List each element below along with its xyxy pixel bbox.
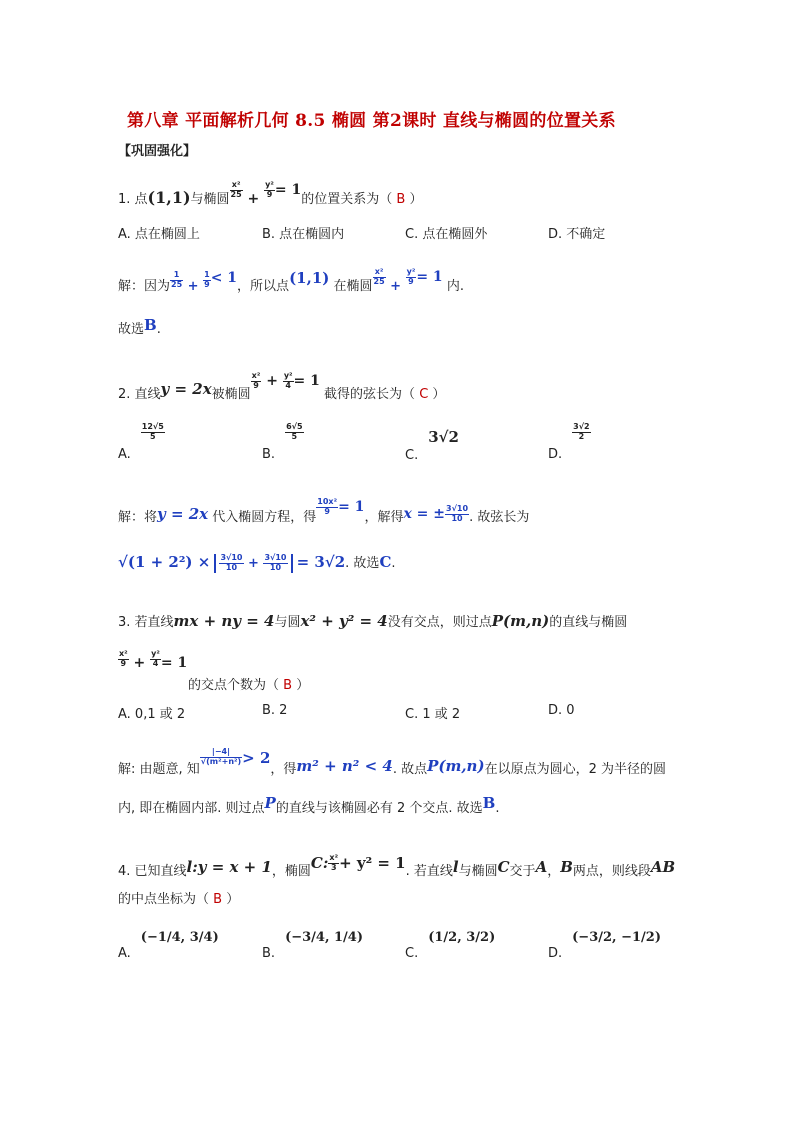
section-heading: 【巩固强化】 (118, 144, 197, 159)
q1-sol-frac1: $\frac{1}{25}$ (171, 270, 183, 289)
q2-sol-line: y = 2x (157, 505, 209, 523)
q4-line2: 的中点坐标为（ B ） (118, 892, 240, 907)
q4-option-c: C.(1/2, 3/2) (405, 930, 496, 961)
q1-frac-y: $\frac{\text{y²}}{9}$ (265, 180, 274, 199)
q3-sol-ineq2: m² + n² < 4 (296, 757, 393, 775)
q2-solution: 解：将y = 2x 代入椭圆方程，得 $\frac{\text{10x²}}{9}$ = 1，解得x = ± $\frac{3√10}{10}$ . 故弦长为 (118, 497, 530, 525)
question-4: 4. 已知直线l:y = x + 1，椭圆C: $\frac{\text{x²}}{3}$ + y² = 1. 若直线l与椭圆C交于A，B两点，则线段AB (118, 853, 676, 879)
q3-line2: $\frac{\text{x²}}{9}$ + $\frac{\text{y²}}{4}$ = 1 (119, 649, 188, 671)
q2-line: y = 2x (160, 380, 212, 398)
q3-solution: 解: 由题意, 知 $\frac{|-4|}{\text{√(m²+n²)}}$ > 2，得m² + n² < 4. 故点P(m,n)在以原点为圆心，2 为半径的圆 (118, 747, 666, 777)
q3-option-d: D. 0 (548, 703, 575, 718)
q1-sol-ineq: < 1 (210, 270, 238, 286)
q2-option-a: A. $\frac{12√5}{5}$ (118, 422, 164, 462)
q3-line: mx + ny = 4 (173, 612, 275, 630)
q1-sol-ell-tail: = 1 (416, 269, 443, 285)
q1-prefix: 1. 点 (118, 192, 148, 207)
q1-sol-a: 解：因为 (118, 279, 171, 294)
q1-close: ） (409, 192, 423, 207)
q3-sol-point: P(m,n) (427, 757, 485, 775)
q3-circle: x² + y² = 4 (300, 612, 388, 630)
q1-mid: 与椭圆 (190, 192, 230, 207)
q1-sol-point: (1,1) (289, 269, 330, 287)
q2-calc: √(1 + 2²) × $\frac{3√10}{10}$ + $\frac{3√10}{10}$ = 3√2. 故选C. (118, 553, 396, 572)
page-title: 第八章 平面解析几何 8.5 椭圆 第2课时 直线与椭圆的位置关系 (127, 111, 616, 131)
q3-sol-frac: $\frac{|-4|}{\text{√(m²+n²)}}$ (200, 747, 242, 766)
q1-sol-b: ，所以点 (237, 279, 290, 294)
q4-option-a: A.(−1/4, 3/4) (118, 930, 219, 961)
q4-option-b: B.(−3/4, 1/4) (262, 930, 363, 961)
q3-frac-x: $\frac{\text{x²}}{9}$ (119, 649, 128, 668)
q2-answer: C (419, 387, 429, 402)
q3-answer: B (283, 678, 293, 693)
q3-question: 的交点个数为（ B ） (188, 678, 310, 693)
q2-concl-answer: C (379, 553, 392, 571)
q1-conclusion: 故选B. (118, 316, 161, 337)
q1-option-d: D. 不确定 (548, 227, 606, 242)
q3-option-b: B. 2 (262, 703, 288, 718)
q4-option-d: D.(−3/2, −1/2) (548, 930, 661, 961)
q3-option-a: A. 0,1 或 2 (118, 707, 186, 722)
question-3: 3. 若直线mx + ny = 4与圆x² + y² = 4没有交点，则过点P(m,n)的直线与椭圆 (118, 612, 628, 630)
q2-sol-x-frac: $\frac{3√10}{10}$ (446, 504, 469, 523)
q1-option-c: C. 点在椭圆外 (405, 227, 488, 242)
q4-frac-x: $\frac{\text{x²}}{3}$ (329, 853, 339, 872)
q2-option-d: D. $\frac{3√2}{2}$ (548, 422, 590, 462)
q1-solution: 解：因为 $\frac{1}{25}$ + $\frac{1}{9}$ < 1，所以点(1,1) 在椭圆 $\frac{\text{x²}}{25}$ + $\frac{\text{y²}}{9}$ = 1 内. (118, 267, 464, 294)
q1-sol-ell-y: $\frac{\text{y²}}{9}$ (406, 267, 416, 286)
q1-answer: B (396, 192, 406, 207)
q1-sol-d: 内. (446, 279, 464, 294)
q1-sol-frac2: $\frac{1}{9}$ (204, 270, 210, 289)
q1-concl-answer: B (144, 316, 157, 334)
q3-point: P(m,n) (491, 612, 550, 630)
q3-frac-y: $\frac{\text{y²}}{4}$ (151, 649, 160, 668)
q1-suffix: 的位置关系为（ (301, 192, 393, 207)
q3-option-c: C. 1 或 2 (405, 707, 461, 722)
q1-eq-tail: = 1 (274, 182, 302, 198)
q4-answer: B (213, 892, 223, 907)
q1-point: (1,1) (147, 188, 191, 207)
q3-solution-2: 内, 即在椭圆内部. 则过点P的直线与该椭圆必有 2 个交点. 故选B. (118, 794, 500, 816)
q1-option-b: B. 点在椭圆内 (262, 227, 345, 242)
q3-concl-answer: B (482, 794, 496, 812)
q2-sol-frac: $\frac{\text{10x²}}{9}$ (317, 497, 338, 516)
q1-plus: + (242, 191, 265, 207)
q2-option-c: C.3√2 (405, 428, 459, 463)
q2-frac-y: $\frac{\text{y²}}{4}$ (283, 371, 293, 390)
q2-calc-abs: $\frac{3√10}{10}$ + $\frac{3√10}{10}$ (214, 554, 292, 573)
question-2: 2. 直线y = 2x被椭圆 $\frac{\text{x²}}{9}$ + $\frac{\text{y²}}{4}$ = 1 截得的弦长为（ C ） (118, 371, 446, 402)
question-1 (118, 180, 423, 209)
q4-line: l:y = x + 1 (186, 858, 272, 876)
q1-sol-c: 在椭圆 (333, 279, 373, 294)
q2-frac-x: $\frac{\text{x²}}{9}$ (251, 371, 261, 390)
q1-frac-x: $\frac{\text{x²}}{25}$ (230, 180, 242, 199)
q1-sol-ell-x: $\frac{\text{x²}}{25}$ (373, 267, 385, 286)
q2-option-b: B. $\frac{6√5}{5}$ (262, 422, 303, 462)
q1-option-a: A. 点在椭圆上 (118, 227, 200, 242)
